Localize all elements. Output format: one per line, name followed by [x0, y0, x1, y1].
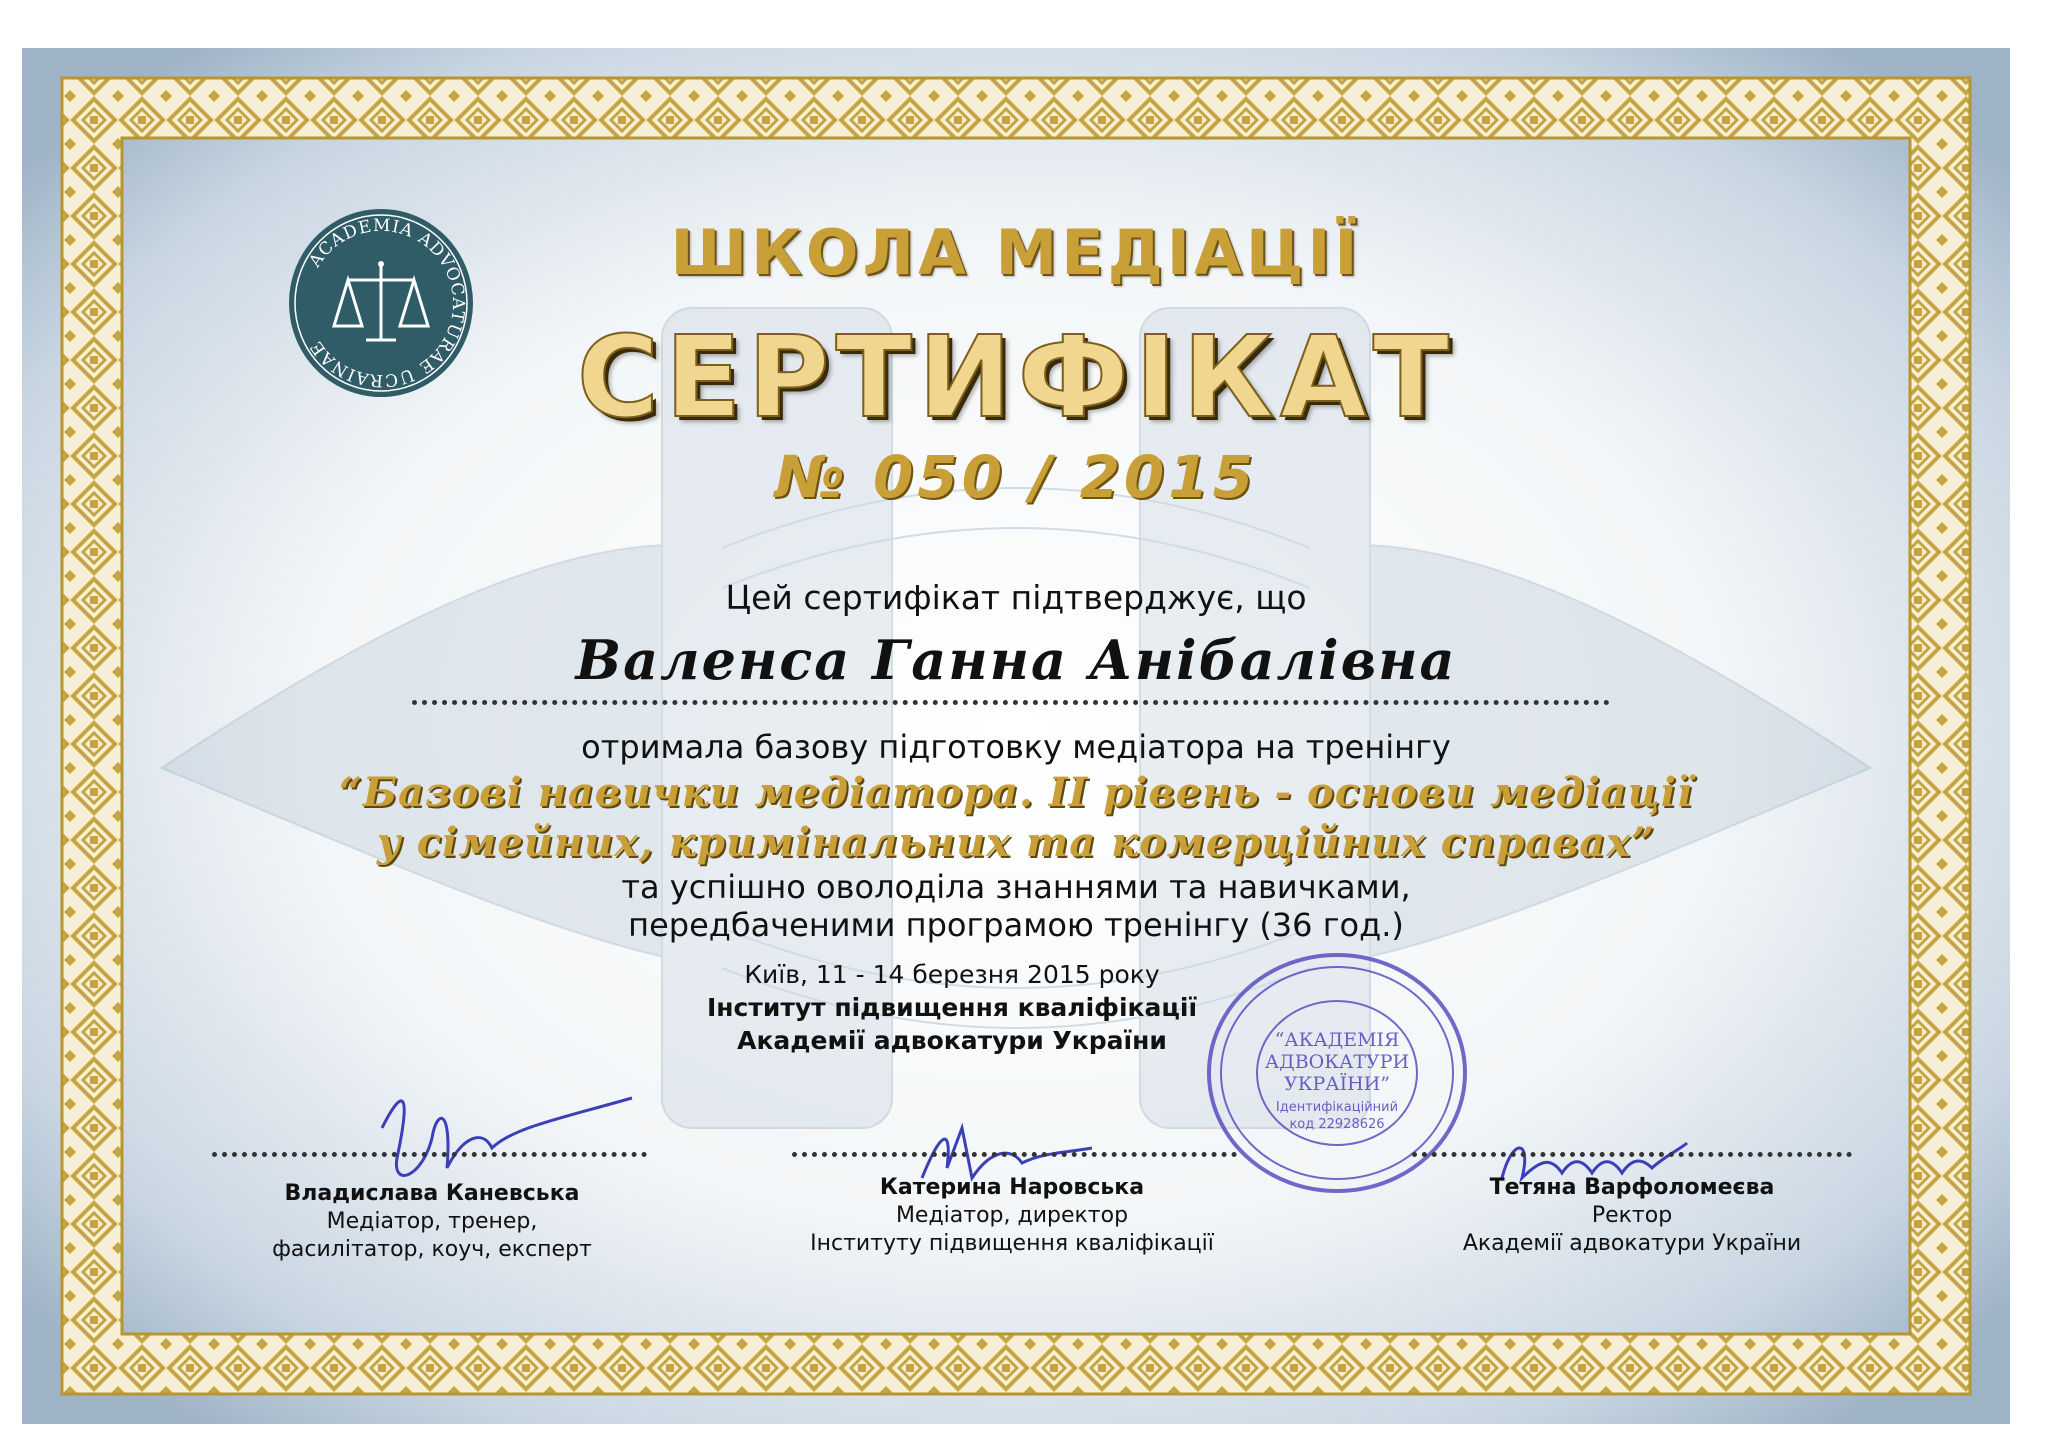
stamp-line-1: “АКАДЕМІЯ [1274, 1029, 1400, 1051]
signatory-3-name: Тетяна Варфоломеєва [1489, 1175, 1775, 1200]
official-stamp [1202, 948, 1472, 1198]
certificate [22, 48, 2010, 1424]
course-title-line-2: у сімейних, кримінальних та комерційних справах” [376, 819, 1656, 866]
recipient-name: Валенса Ганна Анібалівна [575, 628, 1457, 692]
certificate-number: № 050 / 2015 [774, 443, 1258, 511]
stamp-line-3: УКРАЇНИ” [1284, 1073, 1390, 1095]
signatory-1-name: Владислава Каневська [284, 1181, 580, 1206]
signatory-3-role-1: Ректор [1591, 1203, 1673, 1228]
mastered-line-2: передбаченими програмою тренінгу (36 год.) [628, 906, 1404, 944]
certificate-title: СЕРТИФІКАТ [576, 313, 1456, 443]
signatory-1 [202, 1180, 662, 1264]
mastered-text [22, 868, 2010, 944]
confirmation-text: Цей сертифікат підтверджує, що [725, 578, 1307, 617]
institute-line-2: Академії адвокатури України [737, 1026, 1167, 1055]
institute-line-1: Інститут підвищення кваліфікації [706, 993, 1198, 1022]
signatory-2-role-1: Медіатор, директор [895, 1203, 1129, 1228]
name-underline [412, 700, 1610, 705]
school-title: ШКОЛА МЕДІАЦІЇ [670, 216, 1362, 289]
signatory-3-role-2: Академії адвокатури України [1462, 1231, 1802, 1256]
signatory-2-name: Катерина Наровська [879, 1175, 1145, 1200]
signatory-1-role-2: фасилітатор, коуч, експерт [272, 1237, 592, 1262]
course-title-line-1: “Базові навички медіатора. ІІ рівень - основи медіації [338, 769, 1694, 816]
course-title [22, 768, 2010, 868]
signatory-2 [762, 1174, 1262, 1258]
signatory-1-role-1: Медіатор, тренер, [326, 1209, 538, 1234]
received-text: отримала базову підготовку медіатора на тренінгу [581, 728, 1451, 766]
signature-line-2 [792, 1152, 1237, 1157]
signature-line-3 [1412, 1152, 1852, 1157]
issue-date: Київ, 11 - 14 березня 2015 року [744, 960, 1160, 989]
stamp-line-4: Ідентифікаційний [1275, 1100, 1399, 1115]
mastered-line-1: та успішно оволоділа знаннями та навичками, [621, 868, 1411, 906]
stamp-line-5: код 22928626 [1289, 1117, 1385, 1132]
signatory-2-role-2: Інституту підвищення кваліфікації [810, 1231, 1214, 1256]
svg-text:ACADEMIA ADVOCATURAE UCRAINAE: ACADEMIA ADVOCATURAE UCRAINAE [305, 215, 469, 391]
stamp-line-2: АДВОКАТУРИ [1264, 1051, 1410, 1073]
signatory-3 [1382, 1174, 1882, 1258]
signature-line-1 [212, 1152, 647, 1157]
